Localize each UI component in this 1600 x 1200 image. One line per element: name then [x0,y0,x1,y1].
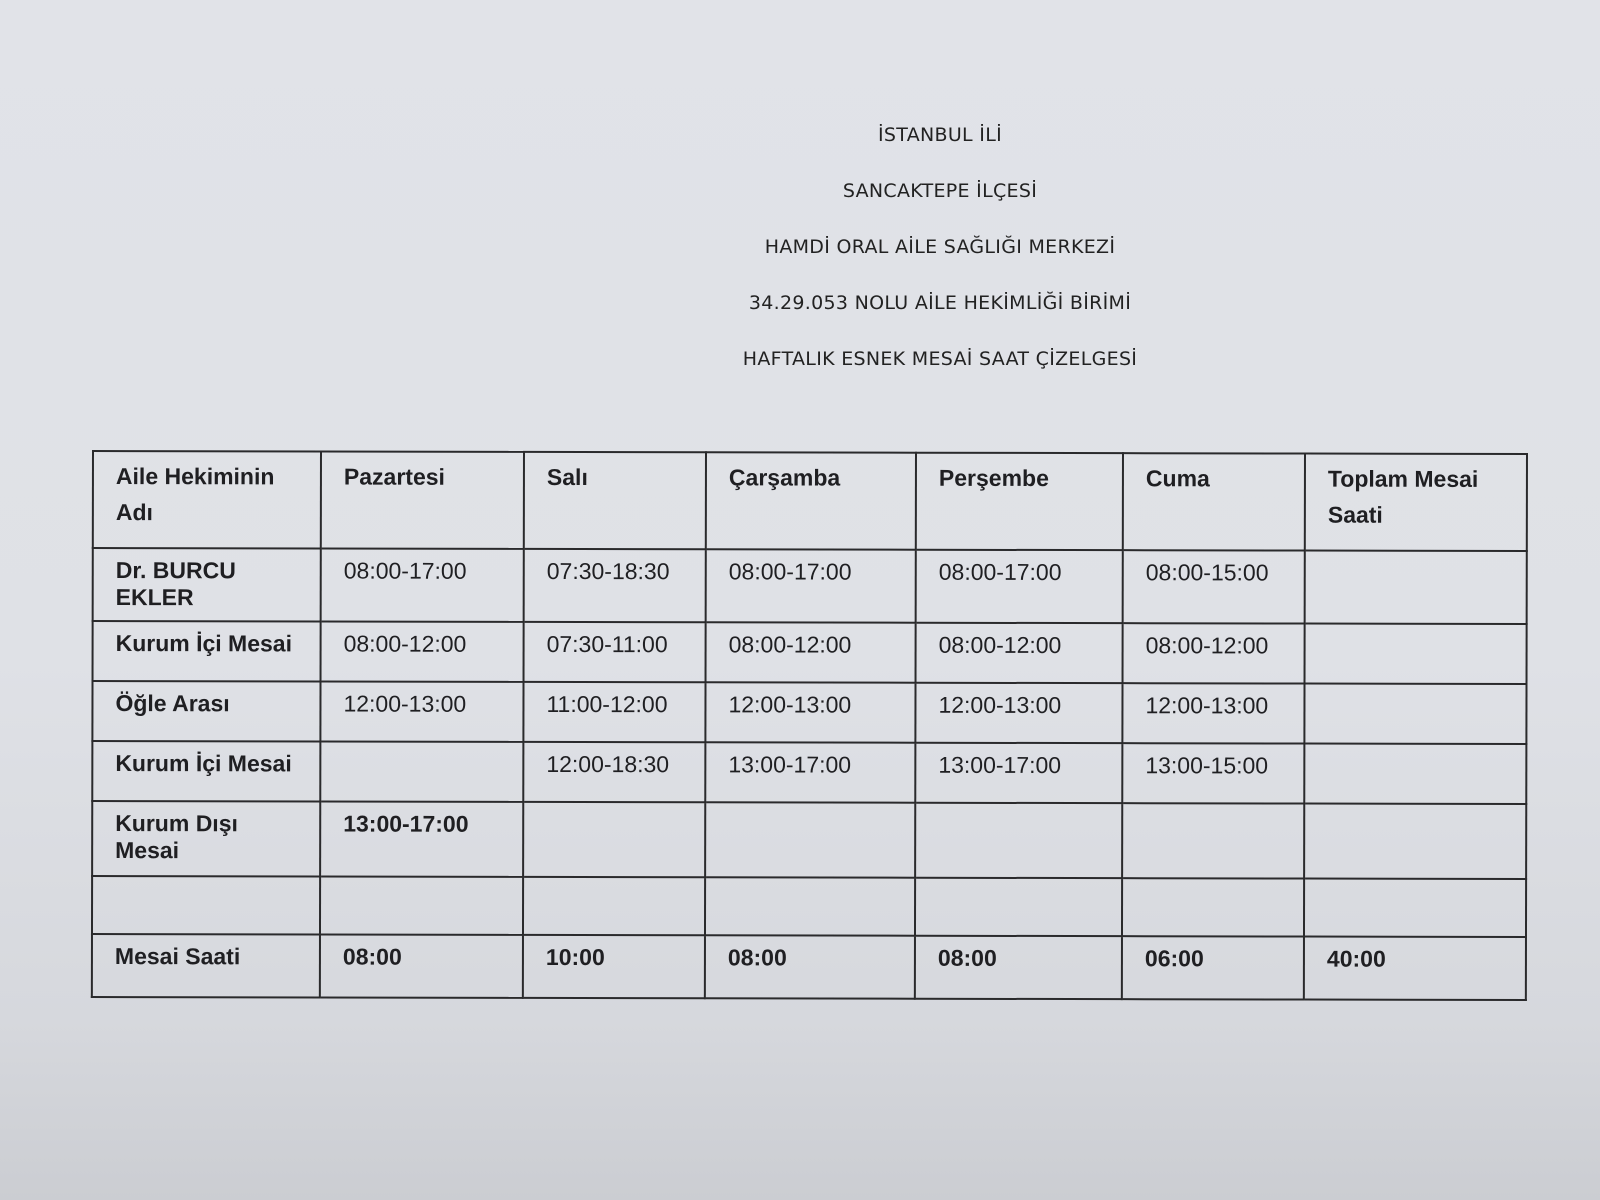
header-health-center: HAMDİ ORAL AİLE SAĞLIĞI MERKEZİ [764,236,1116,258]
table-row [93,621,1527,684]
row-label-internal-hours: Kurum İçi Mesai [93,621,321,681]
table-cell [1122,803,1304,878]
table-cell: 12:00-13:00 [705,683,915,743]
table-cell: 11:00-12:00 [523,682,705,742]
table-cell: 13:00-15:00 [1122,743,1304,803]
weekly-schedule-table [91,450,1528,1001]
header-district: SANCAKTEPE İLÇESİ [842,180,1038,202]
table-cell: 12:00-13:00 [320,682,523,742]
table-cell: 08:00-12:00 [706,623,916,683]
table-cell: 12:00-13:00 [1122,684,1304,744]
table-cell: 07:30-11:00 [524,622,706,682]
table-row-total [92,934,1526,1000]
table-row [92,801,1526,879]
column-header-tuesday: Salı [524,452,706,550]
table-cell: 13:00-17:00 [705,743,915,803]
table-cell [1304,684,1526,744]
total-hours-value: 40:00 [1304,937,1526,1000]
table-cell: 08:00 [320,935,523,998]
table-cell: 06:00 [1122,936,1304,999]
table-cell: 12:00-18:30 [523,742,705,802]
table-cell [92,876,320,934]
table-cell [523,802,705,877]
table-cell [1304,804,1526,880]
table-header-row [93,451,1527,551]
table-cell [1305,551,1527,625]
table-cell: 13:00-17:00 [320,802,523,878]
table-cell: 10:00 [523,935,705,998]
table-cell: 08:00-12:00 [321,622,524,682]
column-header-physician: Aile Hekiminin Adı [93,451,321,549]
table-cell: 08:00 [705,935,915,998]
table-cell: 08:00-17:00 [706,550,916,624]
table-cell [1304,879,1526,937]
table-cell [915,878,1122,936]
document-header [700,120,1180,400]
table-cell [1304,744,1526,804]
row-label-internal-hours-afternoon: Kurum İçi Mesai [92,741,320,801]
table-cell [1122,878,1304,936]
table-row-empty [92,876,1526,937]
row-label-external-hours: Kurum Dışı Mesai [92,801,320,877]
table-cell [1305,624,1527,684]
table-cell: 07:30-18:30 [524,549,706,622]
table-cell: 08:00-17:00 [916,550,1123,623]
column-header-wednesday: Çarşamba [706,452,916,550]
table-cell [705,877,915,935]
table-cell [320,742,523,802]
table-row [92,741,1526,804]
header-schedule-title: HAFTALIK ESNEK MESAİ SAAT ÇİZELGESİ [742,348,1138,370]
table-cell: 08:00-17:00 [321,549,524,622]
table-cell [320,877,523,935]
column-header-thursday: Perşembe [916,453,1123,551]
table-row [92,681,1526,744]
row-label-lunch-break: Öğle Arası [92,681,320,741]
column-header-friday: Cuma [1123,453,1305,551]
table-cell: 08:00 [915,936,1122,999]
table-cell: 13:00-17:00 [915,743,1122,803]
table-cell: 08:00-12:00 [916,623,1123,683]
row-label-working-hours: Mesai Saati [92,934,320,997]
header-province: İSTANBUL İLİ [878,124,1002,146]
table-cell: 12:00-13:00 [915,683,1122,743]
table-cell [705,802,915,878]
column-header-monday: Pazartesi [321,451,524,549]
table-cell: 08:00-15:00 [1123,551,1305,624]
table-cell [523,877,705,935]
table-row [93,548,1527,624]
header-unit: 34.29.053 NOLU AİLE HEKİMLİĞİ BİRİMİ [748,292,1132,314]
column-header-total-hours: Toplam Mesai Saati [1305,454,1527,552]
table-cell: 08:00-12:00 [1123,624,1305,684]
table-cell [915,803,1122,879]
row-label-physician: Dr. BURCU EKLER [93,548,321,622]
